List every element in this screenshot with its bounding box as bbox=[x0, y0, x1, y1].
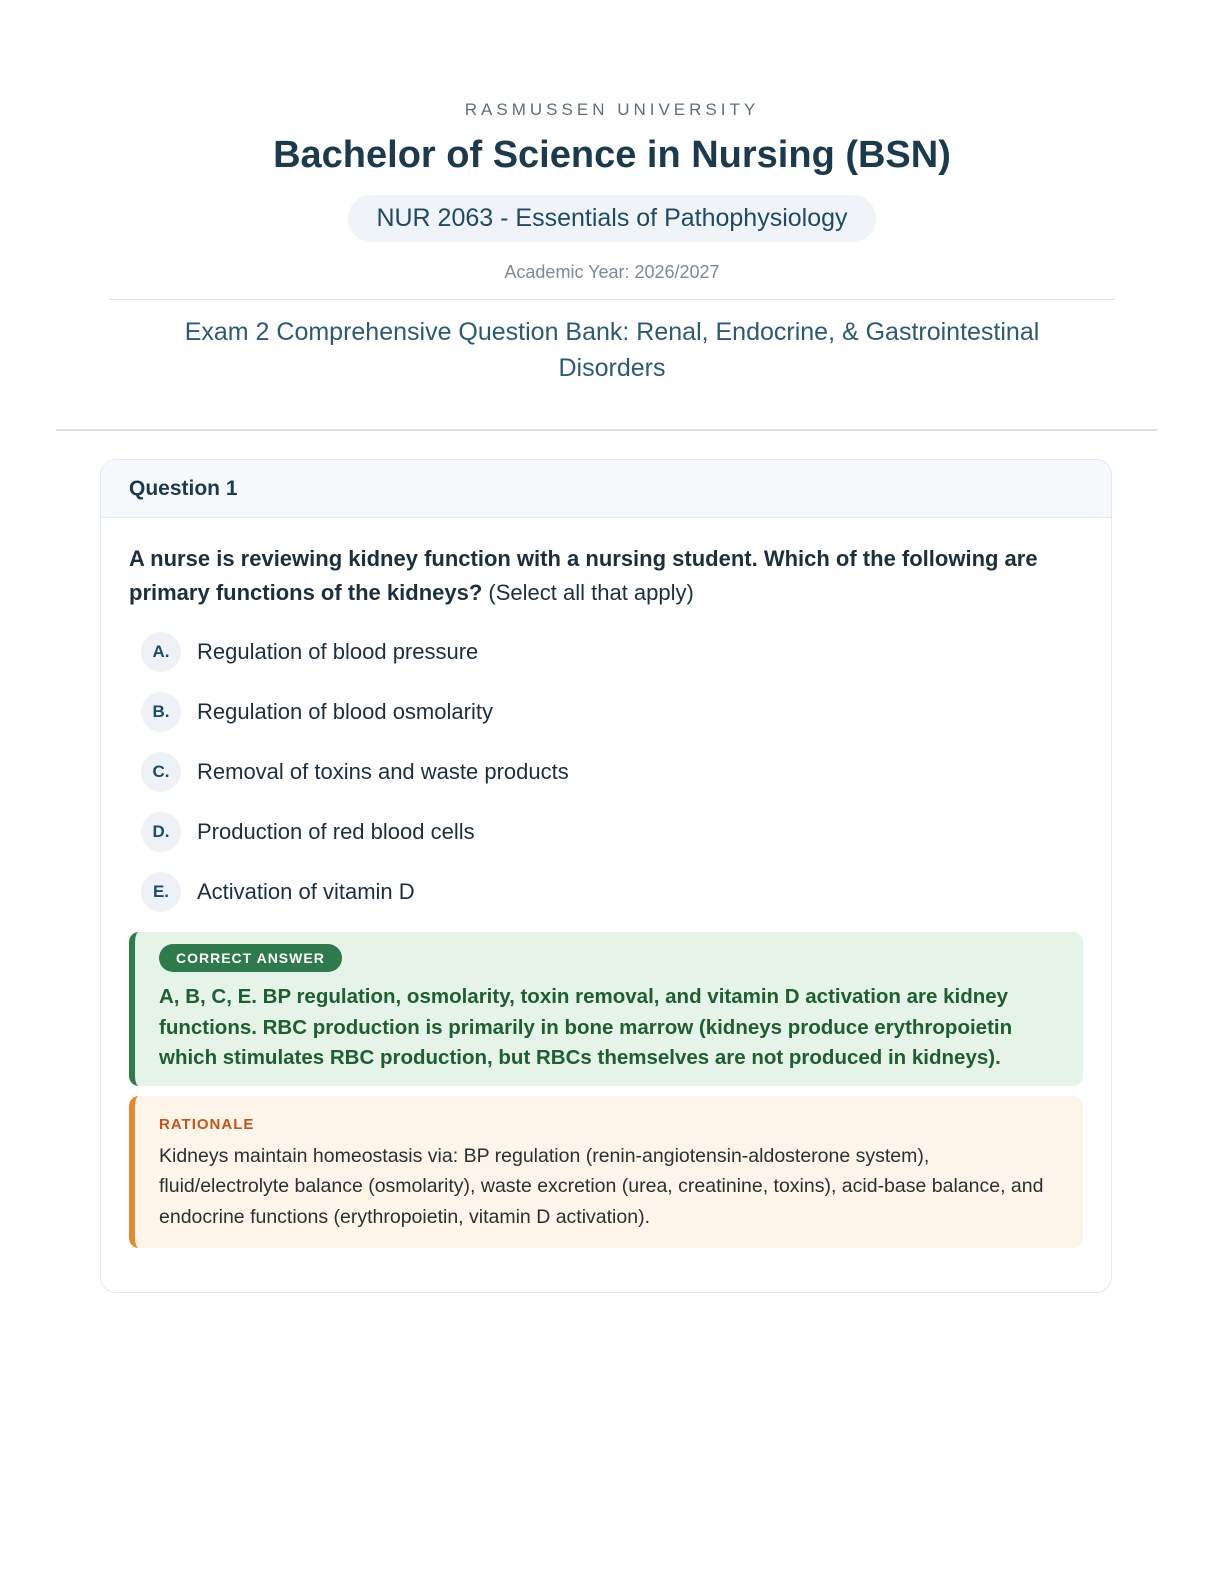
option-text: Removal of toxins and waste products bbox=[197, 759, 569, 784]
option-d[interactable] bbox=[141, 802, 1083, 862]
option-a[interactable] bbox=[141, 622, 1083, 682]
university-name: RASMUSSEN UNIVERSITY bbox=[464, 100, 760, 119]
academic-year: Academic Year: 2026/2027 bbox=[504, 262, 720, 282]
question-prompt-text: A nurse is reviewing kidney function with a nursing student. Which of the following are primary functions of the kidneys? bbox=[129, 546, 1038, 605]
rationale-label: RATIONALE bbox=[159, 1115, 255, 1133]
rationale-box bbox=[129, 1096, 1083, 1249]
page-divider bbox=[56, 429, 1157, 431]
correct-answer-box bbox=[129, 932, 1083, 1086]
correct-answer-badge: CORRECT ANSWER bbox=[159, 944, 342, 972]
document-header bbox=[0, 0, 1224, 386]
option-text: Production of red blood cells bbox=[197, 819, 475, 844]
course-badge: NUR 2063 - Essentials of Pathophysiology bbox=[348, 195, 875, 242]
option-b[interactable] bbox=[141, 682, 1083, 742]
question-prompt bbox=[129, 542, 1083, 610]
option-letter: A. bbox=[141, 632, 181, 672]
option-text: Regulation of blood osmolarity bbox=[197, 699, 493, 724]
program-title: Bachelor of Science in Nursing (BSN) bbox=[273, 134, 951, 176]
answer-options bbox=[129, 622, 1083, 922]
option-letter: C. bbox=[141, 752, 181, 792]
option-c[interactable] bbox=[141, 742, 1083, 802]
question-prompt-instruction: (Select all that apply) bbox=[488, 580, 694, 605]
question-body bbox=[101, 518, 1111, 1248]
option-letter: E. bbox=[141, 872, 181, 912]
option-text: Regulation of blood pressure bbox=[197, 639, 479, 664]
exam-title: Exam 2 Comprehensive Question Bank: Renal, Endocrine, & Gastrointestinal Disorders bbox=[184, 318, 1040, 382]
correct-answer-text: A, B, C, E. BP regulation, osmolarity, toxin removal, and vitamin D activation are kidney functions. RBC production is primarily in bone marrow (kidneys produce erythropoietin which stimulates RBC production, but RBCs themselves are not produced in kidneys). bbox=[159, 985, 1013, 1069]
rationale-text: Kidneys maintain homeostasis via: BP regulation (renin-angiotensin-aldosterone system), fluid/electrolyte balance (osmolarity), waste excretion (urea, creatinine, toxins), acid-base balance, and endocrine functions (erythropoietin, vitamin D activation). bbox=[159, 1144, 1044, 1228]
option-letter: B. bbox=[141, 692, 181, 732]
option-e[interactable] bbox=[141, 862, 1083, 922]
question-number: Question 1 bbox=[101, 460, 1111, 518]
question-card bbox=[100, 459, 1112, 1293]
header-divider bbox=[109, 299, 1115, 300]
option-letter: D. bbox=[141, 812, 181, 852]
option-text: Activation of vitamin D bbox=[197, 879, 415, 904]
